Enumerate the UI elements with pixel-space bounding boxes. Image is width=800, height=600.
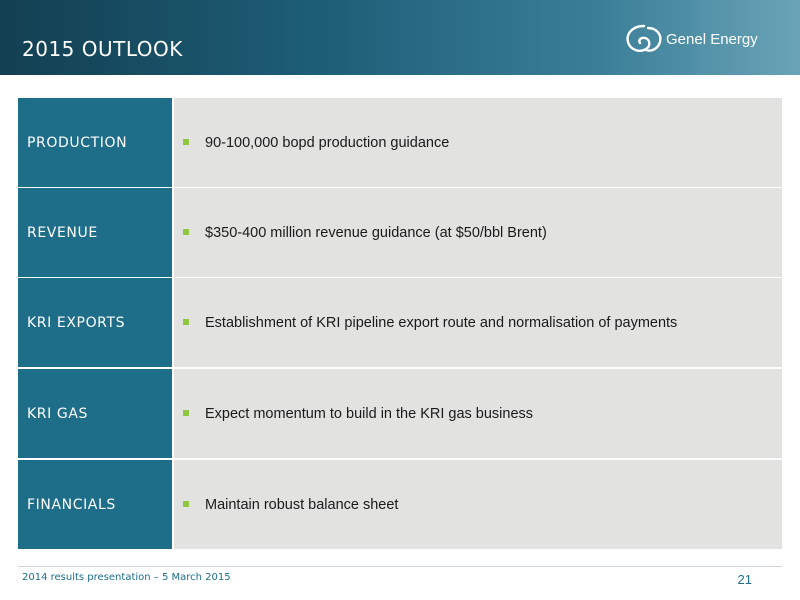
row-label: PRODUCTION: [18, 98, 172, 187]
row-text: $350-400 million revenue guidance (at $50/bbl Brent): [205, 224, 547, 241]
row-label: KRI GAS: [18, 369, 172, 458]
bullet-icon: [183, 410, 189, 416]
row-content: [174, 460, 782, 549]
genel-swirl-icon: [624, 22, 664, 56]
row-text: Expect momentum to build in the KRI gas business: [205, 405, 534, 422]
table-row: [18, 98, 782, 187]
bullet-icon: [183, 319, 189, 325]
row-label: REVENUE: [18, 188, 172, 277]
row-text: Establishment of KRI pipeline export route and normalisation of payments: [205, 314, 678, 331]
row-label: FINANCIALS: [18, 460, 172, 549]
footer-divider: [18, 566, 782, 567]
row-content: [174, 278, 782, 367]
bullet-icon: [183, 501, 189, 507]
footer-caption: 2014 results presentation – 5 March 2015: [22, 572, 231, 583]
row-label: KRI EXPORTS: [18, 278, 172, 367]
table-row: [18, 188, 782, 277]
page-number: 21: [737, 572, 752, 587]
row-text: 90-100,000 bopd production guidance: [205, 134, 450, 151]
company-logo: [624, 22, 758, 56]
outlook-table: [18, 98, 782, 549]
table-row: [18, 460, 782, 549]
slide-header: [0, 0, 800, 75]
logo-wordmark: Genel Energy: [666, 30, 758, 48]
bullet-icon: [183, 229, 189, 235]
row-text: Maintain robust balance sheet: [205, 496, 399, 513]
row-content: [174, 369, 782, 458]
slide-title: 2015 OUTLOOK: [22, 37, 183, 61]
row-content: [174, 188, 782, 277]
table-row: [18, 278, 782, 367]
row-content: [174, 98, 782, 187]
table-row: [18, 369, 782, 458]
bullet-icon: [183, 139, 189, 145]
